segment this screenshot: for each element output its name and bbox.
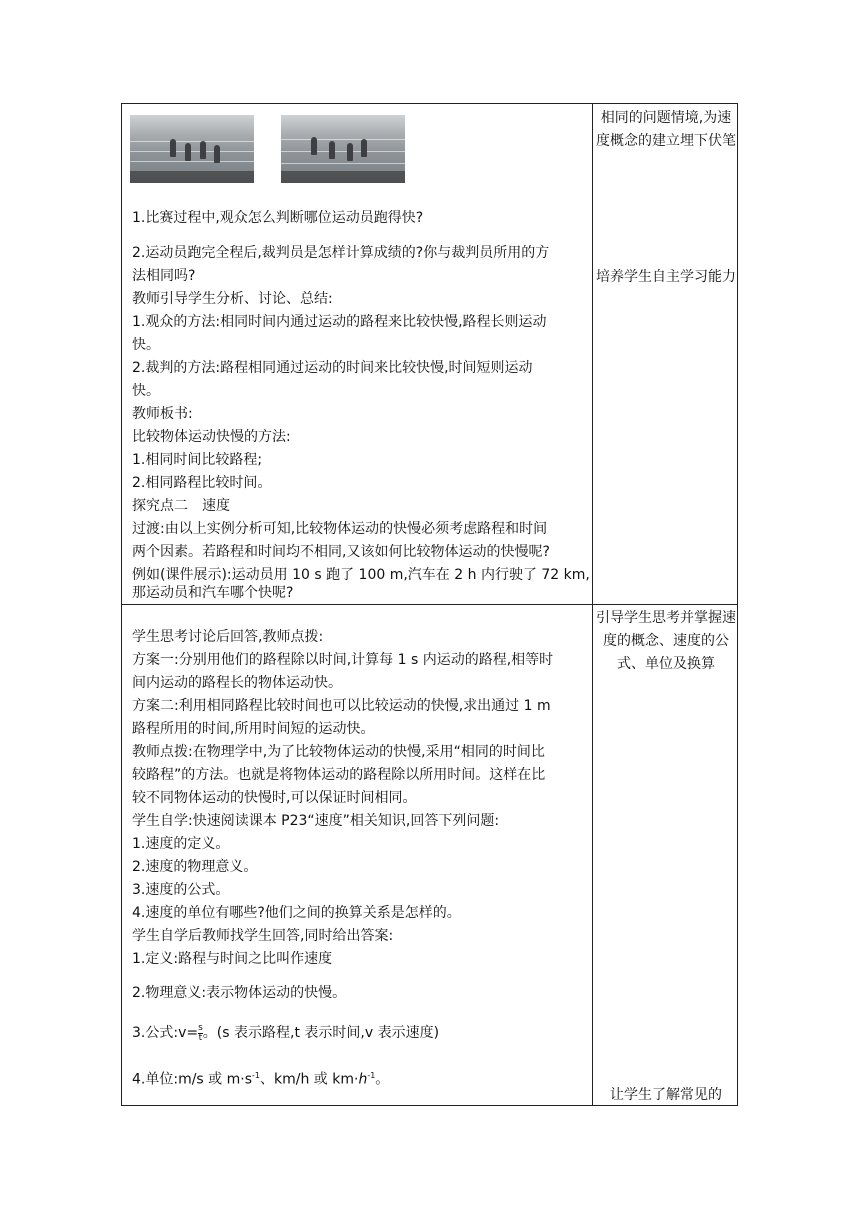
text-line: 1.相同时间比较路程; (132, 452, 263, 468)
unit-exponent: -1 (367, 1071, 376, 1080)
side-note: 让学生了解常见的 (610, 1087, 722, 1103)
text-line: 学生自学后教师找学生回答,同时给出答案: (132, 928, 394, 944)
text-line: 过渡:由以上实例分析可知,比较物体运动的快慢必须考虑路程和时间 (132, 521, 548, 537)
side-note: 引导学生思考并掌握速度的概念、速度的公式、单位及换算 (596, 610, 736, 672)
text-line: 2.裁判的方法:路程相同通过运动的时间来比较快慢,时间短则运动 (132, 360, 533, 376)
unit-exponent: -1 (252, 1071, 260, 1080)
text-line: 4.速度的单位有哪些?他们之间的换算关系是怎样的。 (132, 905, 461, 921)
text-line: 2.速度的物理意义。 (132, 859, 258, 875)
text-line: 1.比赛过程中,观众怎么判断哪位运动员跑得快? (132, 210, 424, 226)
unit-text: 、km/h 或 km· (260, 1071, 359, 1088)
text-line: 路程所用的时间,所用时间短的运动快。 (132, 721, 375, 737)
lesson-table (121, 103, 738, 1106)
text-line: 方案二:利用相同路程比较时间也可以比较运动的快慢,求出通过 1 m (132, 698, 551, 714)
unit-text: 。 (375, 1071, 390, 1088)
formula-suffix: 。(s 表示路程,t 表示时间,v 表示速度) (202, 1025, 440, 1041)
text-line: 例如(课件展示):运动员用 10 s 跑了 100 m,汽车在 2 h 内行驶了 72 km, (132, 567, 590, 583)
text-line: 快。 (132, 383, 160, 399)
text-line: 2.相同路程比较时间。 (132, 475, 272, 491)
text-line: 间内运动的路程长的物体运动快。 (132, 675, 342, 691)
text-line: 教师板书: (132, 406, 193, 422)
formula-prefix: 3.公式:v= (132, 1025, 199, 1041)
unit-text: h (358, 1071, 368, 1088)
formula-line (132, 1022, 587, 1045)
text-line: 那运动员和汽车哪个快呢? (132, 585, 294, 601)
text-line: 法相同吗? (132, 268, 196, 284)
text-line: 快。 (132, 337, 160, 353)
side-note: 培养学生自主学习能力 (596, 269, 736, 285)
side-note: 相同的问题情境,为速度概念的建立埋下伏笔 (596, 110, 736, 149)
race-photo-1 (130, 115, 254, 183)
fraction-denominator: t (198, 1032, 203, 1043)
text-line: 方案一:分别用他们的路程除以时间,计算每 1 s 内运动的路程,相等时 (132, 652, 554, 668)
text-line: 1.速度的定义。 (132, 836, 230, 852)
fraction-numerator: s (198, 1022, 203, 1033)
text-line: 3.速度的公式。 (132, 882, 230, 898)
race-photo-2 (281, 115, 405, 183)
text-line: 学生自学:快速阅读课本 P23“速度”相关知识,回答下列问题: (132, 813, 500, 829)
text-line: 1.定义:路程与时间之比叫作速度 (132, 951, 333, 967)
text-line: 2.物理意义:表示物体运动的快慢。 (132, 985, 347, 1001)
text-line: 2.运动员跑完全程后,裁判员是怎样计算成绩的?你与裁判员所用的方 (132, 245, 550, 261)
section-heading: 探究点二 速度 (132, 498, 230, 514)
text-line: 教师引导学生分析、讨论、总结: (132, 291, 333, 307)
text-line: 较不同物体运动的快慢时,可以保证时间相同。 (132, 790, 417, 806)
text-line: 教师点拨:在物理学中,为了比较物体运动的快慢,采用“相同的时间比 (132, 744, 545, 760)
text-line: 两个因素。若路程和时间均不相同,又该如何比较物体运动的快慢呢? (132, 544, 550, 560)
text-line: 比较物体运动快慢的方法: (132, 429, 291, 445)
text-line: 学生思考讨论后回答,教师点拨: (132, 629, 324, 645)
unit-text: 4.单位:m/s 或 m·s (132, 1071, 253, 1088)
text-line: 1.观众的方法:相同时间内通过运动的路程来比较快慢,路程长则运动 (132, 314, 547, 330)
text-line: 较路程”的方法。也就是将物体运动的路程除以所用时间。这样在比 (132, 767, 546, 783)
unit-line (132, 1064, 587, 1092)
